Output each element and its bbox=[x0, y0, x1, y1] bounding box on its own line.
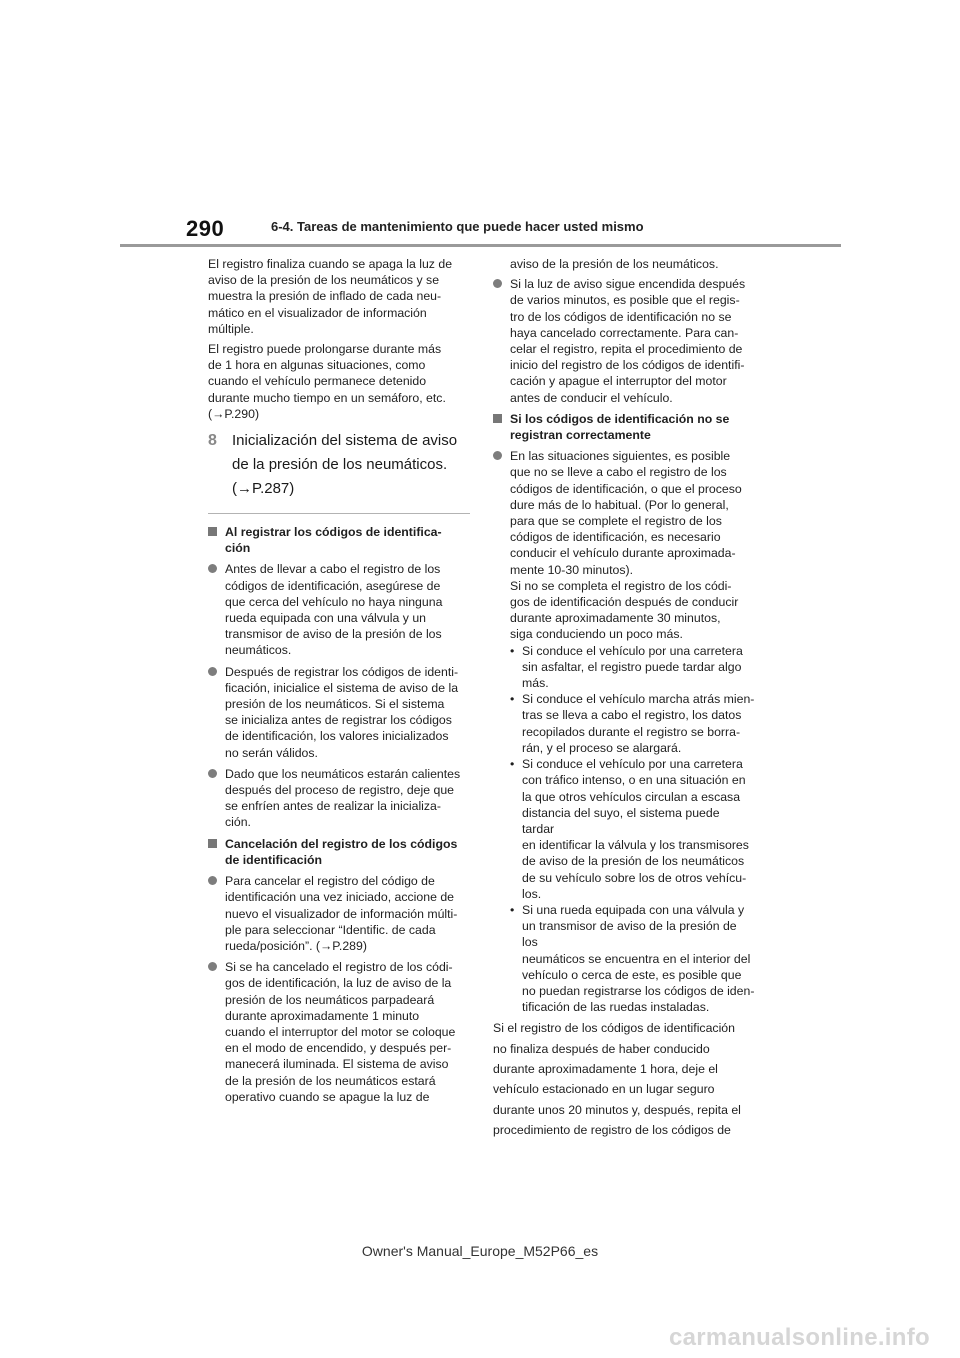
dot-bullet-icon: • bbox=[510, 643, 515, 658]
circle-bullet-icon bbox=[493, 279, 502, 288]
bullet-item bbox=[208, 561, 474, 658]
closing-paragraph: Si el registro de los códigos de identificación no finaliza después de haber conducido durante aproximadamente 1 hora, deje el vehículo estacionado en un lugar seguro durante unos 20 minutos y, después, repita el procedimiento de registro de los códigos de bbox=[493, 1021, 741, 1137]
heading-text: Cancelación del registro de los códigos de identificación bbox=[225, 836, 458, 867]
heading-text: Al registrar los códigos de identifica- ción bbox=[225, 525, 442, 556]
dot-bullet-icon: • bbox=[510, 692, 515, 707]
bullet-text: Después de registrar los códigos de identi- ficación, inicialice el sistema de aviso de la presión de los neumáticos. Si el sistema se inicializa antes de registrar los códigos de identificación, los valores inicializados no serán válidos. bbox=[225, 664, 459, 760]
square-bullet-icon bbox=[208, 839, 217, 848]
list-item-text: Si conduce el vehículo marcha atrás mien- tras se lleva a cabo el registro, los datos recopilados durante el registro se borra- rán, y el proceso se alargará. bbox=[522, 692, 755, 755]
heading-text: Si los códigos de identificación no se registran correctamente bbox=[510, 411, 730, 443]
section-divider bbox=[208, 513, 470, 514]
list-item bbox=[510, 691, 755, 756]
list-item-text: Si una rueda equipada con una válvula y un transmisor de aviso de la presión de los neumáticos se encuentra en el interior del vehículo o cerca de este, es posible que no puedan registrarse los códigos de iden- tificación de las ruedas instaladas. bbox=[522, 902, 755, 1015]
bullet-text: Antes de llevar a cabo el registro de los códigos de identificación, asegúrese de que cerca del vehículo no haya ninguna rueda equipada con una válvula y un transmisor de aviso de la presión de los neumáticos. bbox=[225, 562, 443, 658]
step-number: 8 bbox=[208, 432, 217, 450]
bullet-item bbox=[493, 448, 755, 642]
page-number: 290 bbox=[186, 216, 225, 241]
list-item bbox=[510, 756, 755, 902]
list-item bbox=[510, 643, 755, 692]
intro-paragraph: El registro finaliza cuando se apaga la luz de aviso de la presión de los neumáticos y se muestra la presión de inflado de cada neu- mático en el visualizador de información múltiple. bbox=[208, 257, 453, 336]
bullet-item bbox=[208, 766, 474, 831]
bullet-text: Si la luz de aviso sigue encendida después de varios minutos, es posible que el regis- tro de los códigos de identificación no se haya cancelado correctamente. Para can- celar el registro, repita el procedimiento de inicio del registro de los códigos de identifi- cación y apague el interruptor del motor antes de conducir el vehículo. bbox=[510, 277, 746, 405]
bullet-item bbox=[208, 664, 474, 761]
circle-bullet-icon bbox=[208, 876, 217, 885]
square-bullet-icon bbox=[208, 527, 217, 536]
bullet-item bbox=[208, 873, 474, 954]
bullet-item bbox=[208, 959, 474, 1105]
section-title: 6-4. Tareas de mantenimiento que puede hacer usted mismo bbox=[271, 219, 644, 234]
dot-bullet-icon: • bbox=[510, 757, 515, 772]
step-8 bbox=[208, 429, 474, 501]
right-column bbox=[493, 256, 755, 1140]
continued-text: aviso de la presión de los neumáticos. bbox=[510, 257, 719, 271]
bullet-text: Dado que los neumáticos estarán calientes después del proceso de registro, deje que se enfríen antes de realizar la inicializa- ción. bbox=[225, 766, 461, 830]
section-heading bbox=[208, 524, 474, 556]
intro-paragraph: El registro puede prolongarse durante más de 1 hora en algunas situaciones, como cuando el vehículo permanece detenido durante mucho tiempo en un semáforo, etc. (→P.290) bbox=[208, 342, 446, 421]
square-bullet-icon bbox=[493, 414, 502, 423]
circle-bullet-icon bbox=[208, 769, 217, 778]
header-rule bbox=[120, 244, 841, 247]
dot-list bbox=[510, 643, 755, 1016]
step-text: Inicialización del sistema de aviso de la presión de los neumáticos. (→P.287) bbox=[232, 432, 458, 498]
list-item bbox=[510, 902, 755, 1015]
section-heading bbox=[493, 411, 755, 443]
left-column bbox=[208, 256, 474, 1110]
list-item-text: Si conduce el vehículo por una carretera sin asfaltar, el registro puede tardar algo más. bbox=[522, 643, 743, 691]
footer-text: Owner's Manual_Europe_M52P66_es bbox=[361, 1243, 599, 1259]
circle-bullet-icon bbox=[208, 564, 217, 573]
bullet-text: En las situaciones siguientes, es posible que no se lleve a cabo el registro de los códigos de identificación, o que el proceso dure más de lo habitual. (Por lo general, para que se complete el registro de los códigos de identificación, es necesario conducir el vehículo durante aproximada- mente 10-30 minutos). Si no se completa el registro de los códi- gos de identificación después de conducir durante aproximadamente 30 minutos, siga conduciendo un poco más. bbox=[510, 449, 742, 642]
circle-bullet-icon bbox=[493, 451, 502, 460]
bullet-text: Si se ha cancelado el registro de los códi- gos de identificación, la luz de aviso de la presión de los neumáticos parpadeará durante aproximadamente 1 minuto cuando el interruptor del motor se coloque en el modo de encendido, y después per- manecerá iluminada. El sistema de aviso de la presión de los neumáticos estará operativo cuando se apague la luz de bbox=[225, 960, 456, 1104]
circle-bullet-icon bbox=[208, 962, 217, 971]
list-item-text: Si conduce el vehículo por una carretera con tráfico intenso, o en una situación en la que otros vehículos circulan a escasa distancia del suyo, el sistema puede tardar en identificar la válvula y los transmisores de aviso de la presión de los neumáticos de su vehículo sobre los de otros vehícu- los. bbox=[522, 757, 749, 901]
dot-bullet-icon: • bbox=[510, 902, 515, 917]
watermark: carmanualsonline.info bbox=[668, 1324, 930, 1351]
section-heading bbox=[208, 836, 474, 868]
bullet-text: Para cancelar el registro del código de identificación una vez iniciado, accione de nuevo el visualizador de información múlti- ple para seleccionar “Identific. de cada rueda/posición”. (→P.289) bbox=[225, 874, 458, 953]
circle-bullet-icon bbox=[208, 667, 217, 676]
bullet-item bbox=[493, 276, 755, 406]
